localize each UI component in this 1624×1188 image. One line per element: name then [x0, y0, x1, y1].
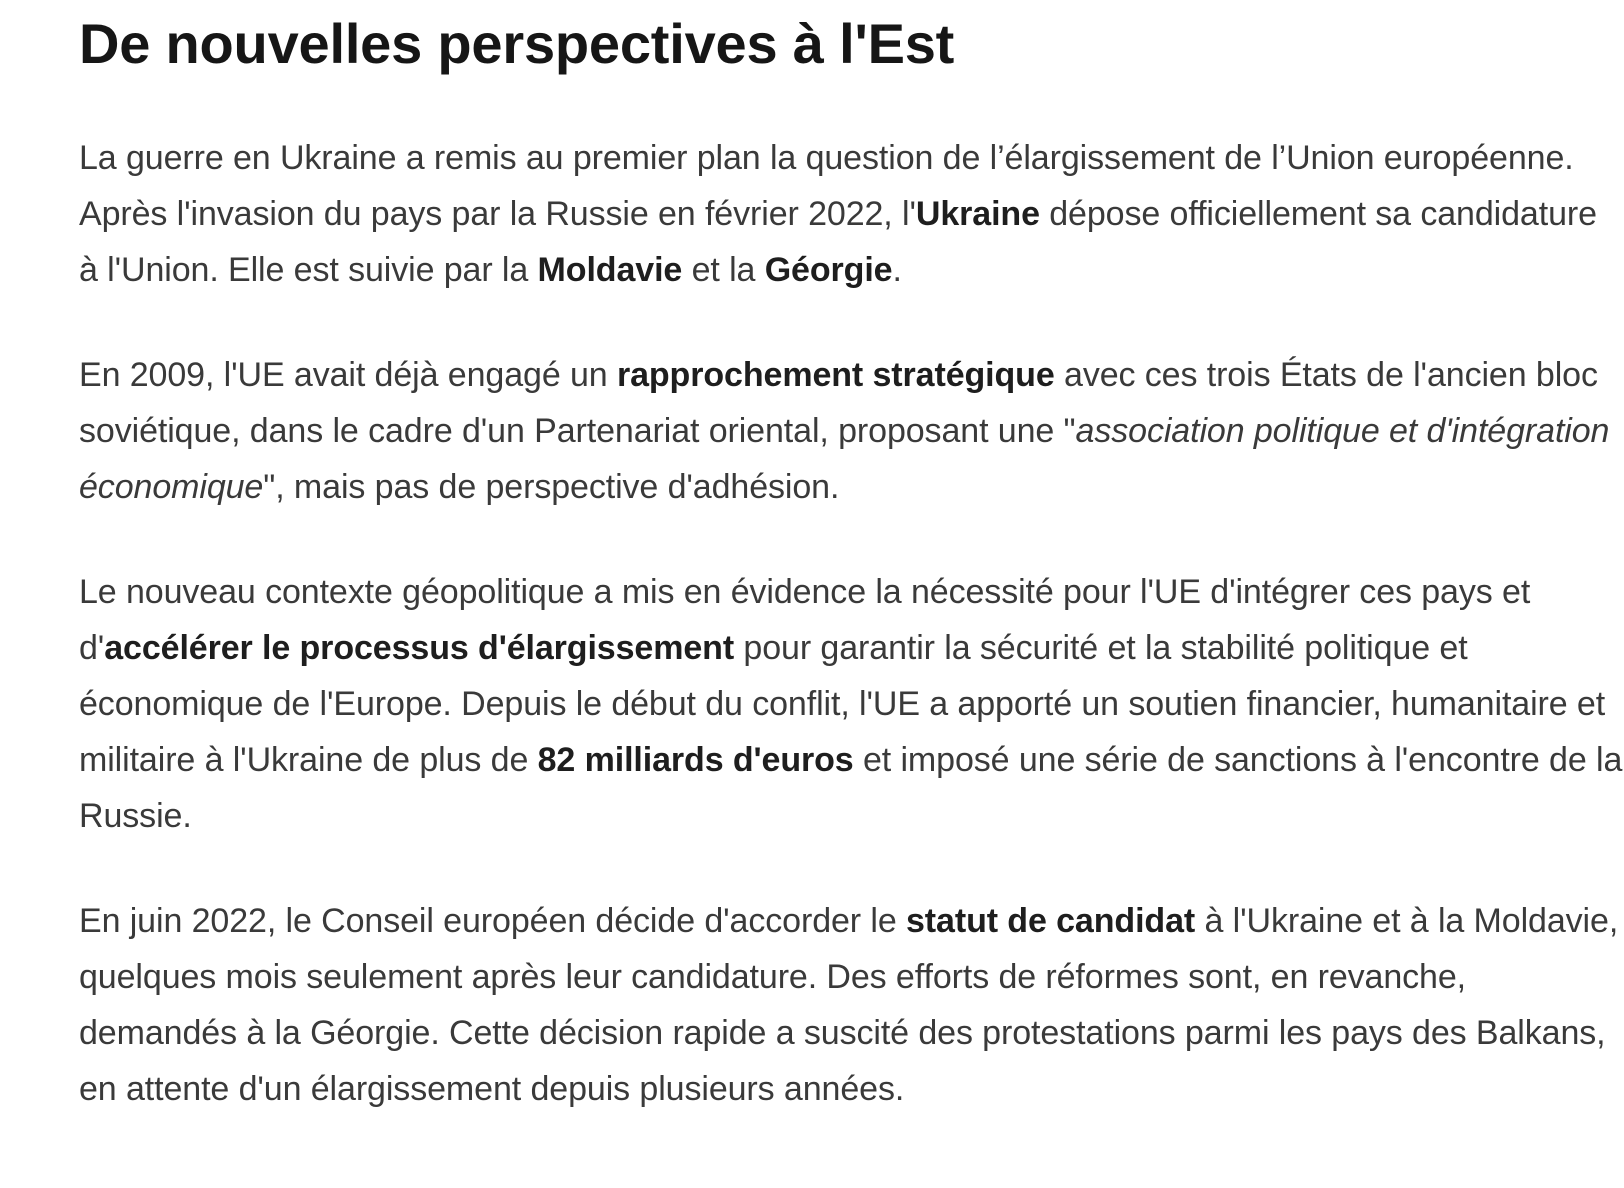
highlight-milliards: 82 milliards d'euros: [537, 741, 854, 779]
highlight-statut-candidat: statut de candidat: [906, 902, 1196, 940]
highlight-elargissement: accélérer le processus d'élargissement: [104, 629, 735, 667]
paragraph-text: et imposé une série de sanctions à l'encontre de la Russie.: [79, 741, 1623, 835]
quote-association: association politique et d'intégration économique: [79, 412, 1610, 506]
paragraph-text: ", mais pas de perspective d'adhésion.: [263, 468, 840, 506]
article-section: [79, 0, 1624, 1117]
highlight-moldavie: Moldavie: [537, 251, 683, 289]
paragraph-text: .: [892, 251, 902, 289]
highlight-ukraine: Ukraine: [915, 195, 1040, 233]
paragraph-text: La guerre en Ukraine a remis au premier plan la question de l’élargissement de l’Union européenne. Après l'invasion du pays par la Russie en février 2022, l': [79, 139, 1574, 233]
paragraph-contexte-geopolitique: [79, 564, 1624, 844]
paragraph-partenariat-oriental: [79, 347, 1624, 515]
paragraph-text: avec ces trois États de l'ancien bloc soviétique, dans le cadre d'un Partenariat oriental, proposant une ": [79, 356, 1598, 450]
paragraph-text: pour garantir la sécurité et la stabilité politique et économique de l'Europe. Depuis le début du conflit, l'UE a apporté un soutien financier, humanitaire et militaire à l'Ukraine de plus de: [79, 629, 1606, 779]
paragraph-text: En juin 2022, le Conseil européen décide d'accorder le: [79, 902, 906, 940]
paragraph-text: En 2009, l'UE avait déjà engagé un: [79, 356, 617, 394]
highlight-georgie: Géorgie: [764, 251, 893, 289]
section-heading: De nouvelles perspectives à l'Est: [79, 12, 955, 75]
paragraph-text: à l'Ukraine et à la Moldavie, quelques mois seulement après leur candidature. Des efforts de réformes sont, en revanche, demandés à la Géorgie. Cette décision rapide a suscité des protestations parmi les pays des Balkans, en attente d'un élargissement depuis plusieurs années.: [79, 902, 1619, 1108]
paragraph-text: Le nouveau contexte géopolitique a mis en évidence la nécessité pour l'UE d'intégrer ces pays et d': [79, 573, 1531, 667]
paragraph-statut-candidat: [79, 893, 1624, 1117]
paragraph-ukraine-candidature: [79, 130, 1624, 298]
highlight-rapprochement: rapprochement stratégique: [616, 356, 1055, 394]
paragraph-text: et la: [682, 251, 765, 289]
paragraph-text: dépose officiellement sa candidature à l'Union. Elle est suivie par la: [79, 195, 1597, 289]
